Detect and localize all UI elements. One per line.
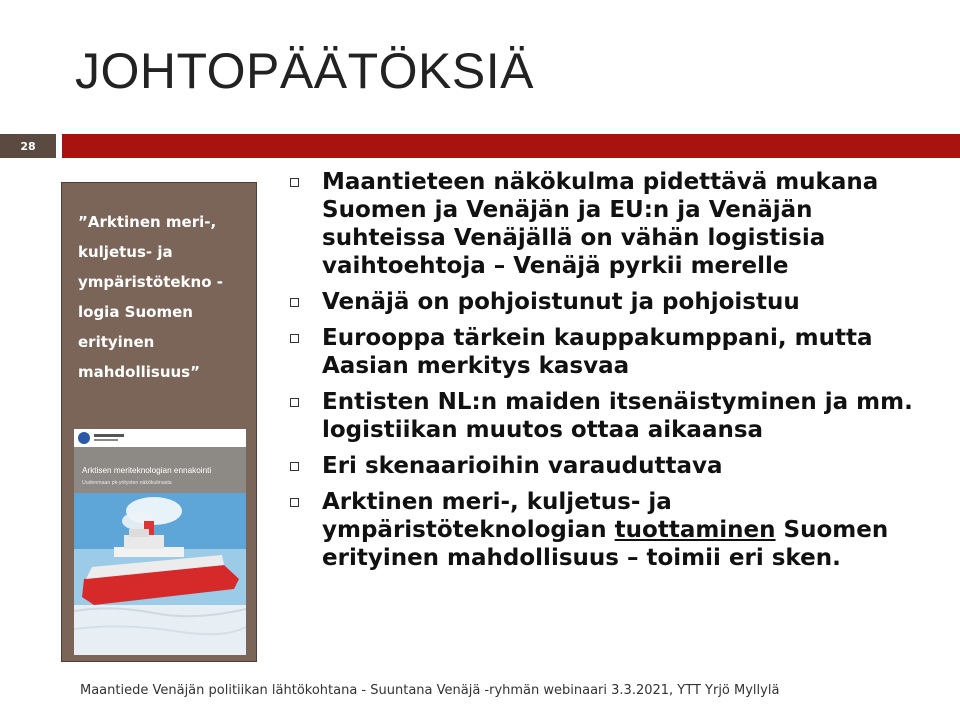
conclusion-list xyxy=(290,168,940,580)
bullet-square-icon xyxy=(290,498,299,507)
bullet-square-icon xyxy=(290,462,299,471)
cover-subtitle: Uudenmaan pk-yritysten näkökulmasta xyxy=(82,480,172,486)
bullet-square-icon xyxy=(290,334,299,343)
list-item: Eri skenaarioihin varauduttava xyxy=(290,452,940,480)
bullet-square-icon xyxy=(290,298,299,307)
list-item: Eurooppa tärkein kauppakumppani, mutta Aasian merkitys kasvaa xyxy=(290,324,940,380)
report-cover-image xyxy=(74,429,246,655)
icebreaker-ship-illustration xyxy=(74,429,246,655)
list-item: Venäjä on pohjoistunut ja pohjoistuu xyxy=(290,288,940,316)
cover-title: Arktisen meriteknologian ennakointi xyxy=(82,466,212,475)
underlined-word: tuottaminen xyxy=(614,517,776,543)
list-item: Maantieteen näkökulma pidettävä mukana Suomen ja Venäjän ja EU:n ja Venäjän suhteissa Venäjällä on vähän logistisia vaihtoehtoja – Venäjä pyrkii merelle xyxy=(290,168,940,280)
slide-number: 28 xyxy=(0,134,56,158)
accent-bar xyxy=(62,134,960,158)
side-panel xyxy=(61,182,257,662)
bullet-square-icon xyxy=(290,178,299,187)
list-item: Entisten NL:n maiden itsenäistyminen ja mm. logistiikan muutos ottaa aikaansa xyxy=(290,388,940,444)
list-item: Arktinen meri-, kuljetus- ja ympäristöteknologian tuottaminen Suomen erityinen mahdollisuus – toimii eri sken. xyxy=(290,488,940,572)
slide-footer: Maantiede Venäjän politiikan lähtökohtana - Suuntana Venäjä -ryhmän webinaari 3.3.2021, YTT Yrjö Myllylä xyxy=(80,683,780,698)
side-quote: ”Arktinen meri-, kuljetus- ja ympäristötekno -logia Suomen erityinen mahdollisuus” xyxy=(78,213,223,381)
slide-title: JOHTOPÄÄTÖKSIÄ xyxy=(75,43,534,99)
bullet-square-icon xyxy=(290,398,299,407)
